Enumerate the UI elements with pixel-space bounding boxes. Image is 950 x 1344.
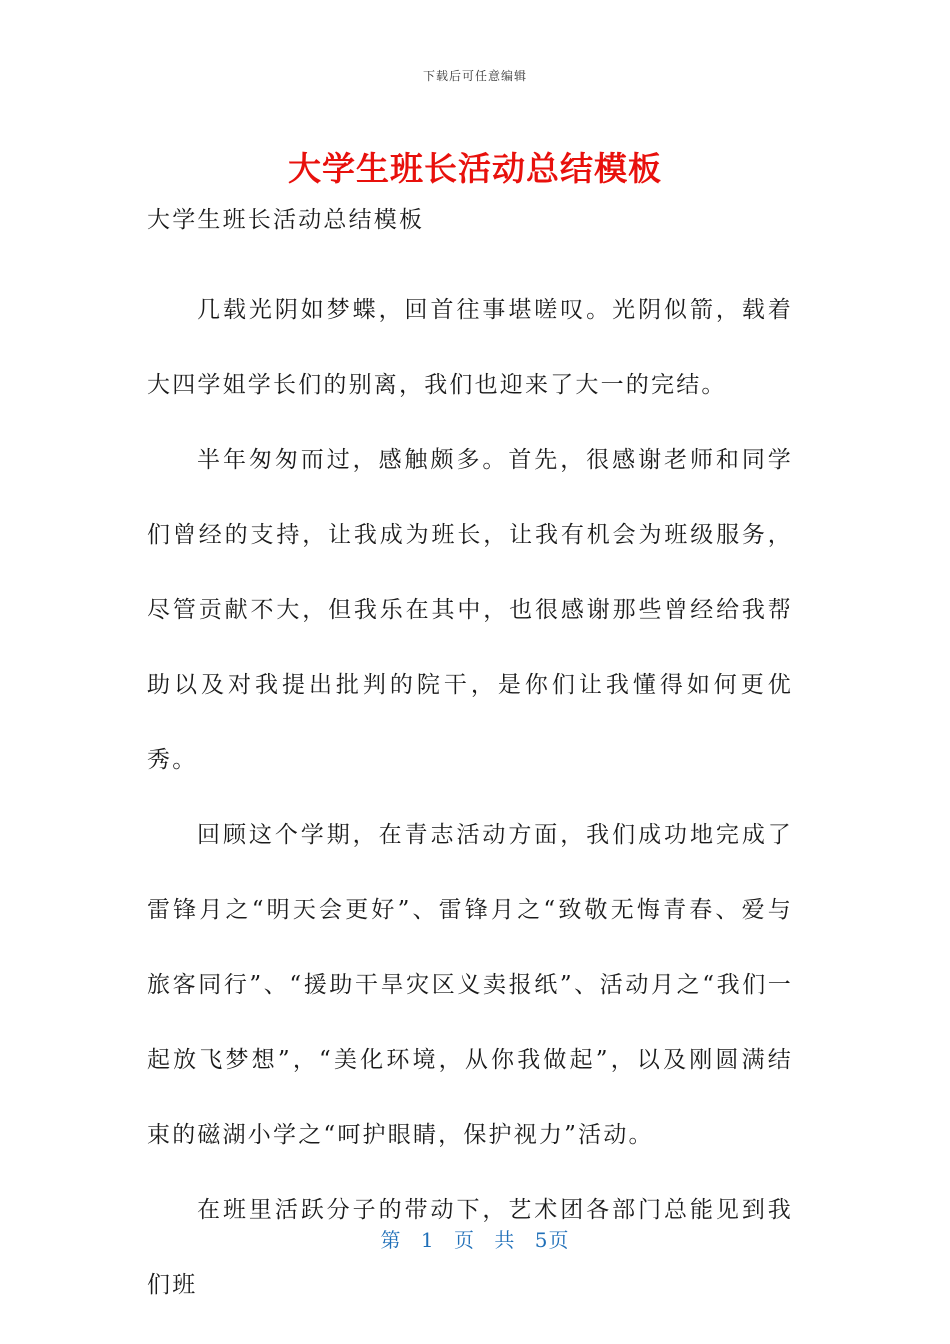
paragraph: 在班里活跃分子的带动下，艺术团各部门总能见到我们班 bbox=[147, 1197, 793, 1298]
footer-page-label: 第 bbox=[380, 1228, 402, 1252]
paragraph: 回顾这个学期，在青志活动方面，我们成功地完成了雷锋月之“明天会更好”、雷锋月之“致敬无悔青春、爱与旅客同行”、“援助干旱灾区义卖报纸”、活动月之“我们一起放飞梦想”，“美化环境，从你我做起”，以及刚圆满结束的磁湖小学之“呵护眼睛，保护视力”活动。 bbox=[147, 822, 793, 1148]
page-footer bbox=[0, 1224, 950, 1253]
footer-total-pages: 5页 bbox=[534, 1228, 570, 1252]
footer-total-label: 共 bbox=[494, 1228, 516, 1252]
header-note: 下载后可任意编辑 bbox=[422, 69, 527, 83]
footer-page-unit: 页 bbox=[454, 1228, 475, 1252]
paragraph: 几载光阴如梦蝶，回首往事堪嗟叹。光阴似箭，载着大四学姐学长们的别离，我们也迎来了大一的完结。 bbox=[147, 297, 793, 398]
paragraph: 半年匆匆而过，感触颇多。首先，很感谢老师和同学们曾经的支持，让我成为班长，让我有机会为班级服务，尽管贡献不大，但我乐在其中，也很感谢那些曾经给我帮助以及对我提出批判的院干，是你们让我懂得如何更优秀。 bbox=[147, 447, 793, 773]
document-body bbox=[147, 197, 793, 1323]
document-subtitle: 大学生班长活动总结模板 bbox=[147, 207, 425, 233]
footer-current-page: 1 bbox=[420, 1228, 435, 1252]
document-title: 大学生班长活动总结模板 bbox=[288, 149, 662, 188]
